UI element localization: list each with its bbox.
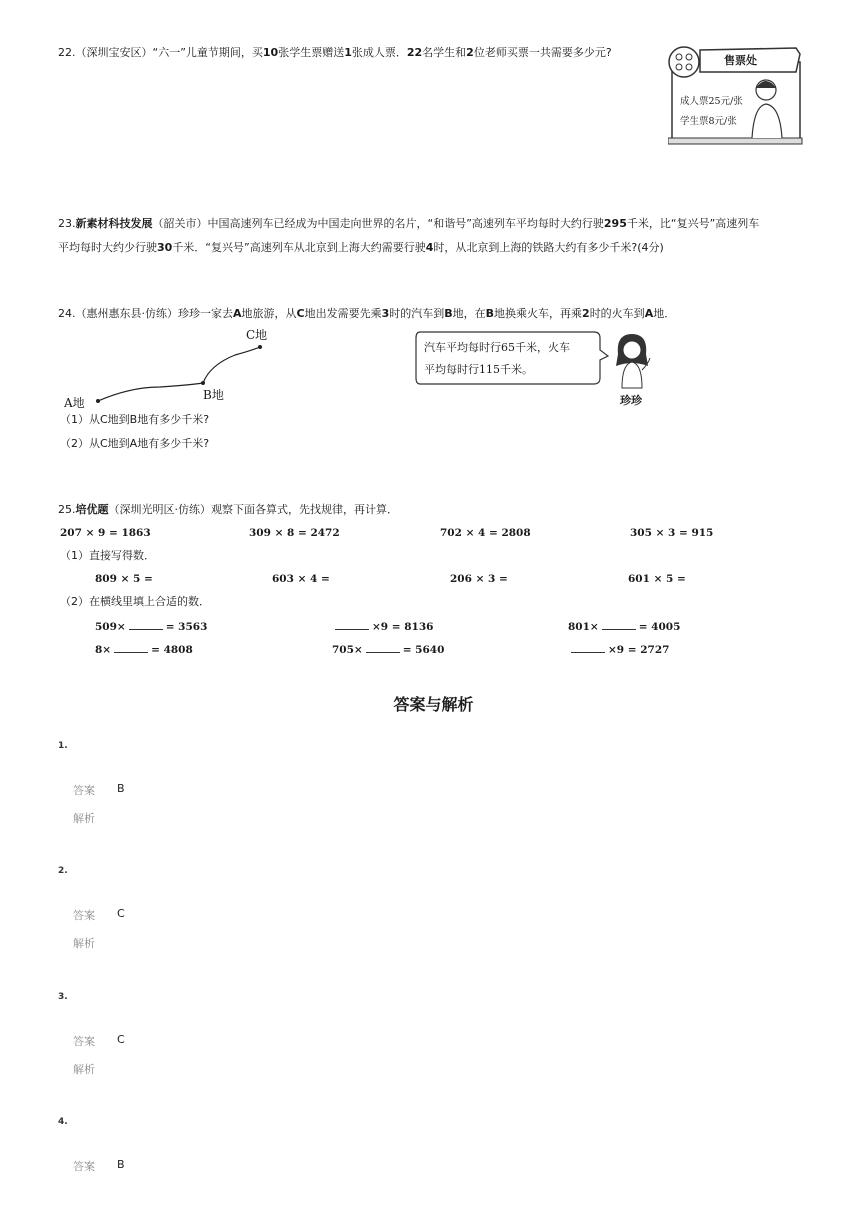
q22-prefix: 22.（深圳宝安区）“六一”儿童节期间，买 (58, 46, 263, 59)
analysis-label: 解析 (73, 812, 95, 825)
answer-blank[interactable] (335, 619, 369, 630)
q23-line1-n: 295 (603, 217, 627, 230)
q22-n2: 1 (344, 46, 352, 59)
q23-line2-n2: 4 (425, 241, 434, 254)
answer-blank[interactable] (114, 642, 148, 653)
q24-c: C (296, 307, 305, 320)
answer-label: 答案 (73, 1035, 95, 1048)
q24-t4: 地，在 (452, 307, 486, 320)
question-25-text (58, 500, 398, 520)
girl-illustration (610, 330, 654, 390)
fill-pre: 801× (568, 621, 599, 633)
direct-calc: 809 × 5 = (95, 573, 153, 585)
question-23-line1 (58, 214, 759, 234)
fill-post: = 5640 (402, 644, 445, 656)
q24-a2: A (644, 307, 654, 320)
answer-blank[interactable] (129, 619, 163, 630)
direct-calc: 206 × 3 = (450, 573, 508, 585)
fill-blank-r1c3 (568, 619, 680, 633)
answer-value: B (117, 1158, 125, 1171)
q22-t3: 名学生和 (422, 46, 467, 59)
answer-item-number: 1. (58, 741, 68, 751)
q23-line1-a: （韶关市）中国高速列车已经成为中国走向世界的名片，“和谐号”高速列车平均每时大约行驶 (152, 217, 604, 230)
direct-calc: 601 × 5 = (628, 573, 686, 585)
q22-n4: 2 (466, 46, 474, 59)
q25-tag: 培优题 (75, 503, 109, 516)
answer-label: 答案 (73, 909, 95, 922)
q24-prefix: 24.（惠州惠东县·仿练）珍珍一家去 (58, 307, 233, 320)
q24-b2: B (485, 307, 495, 320)
q23-line1-b: 千米，比“复兴号”高速列车 (626, 217, 760, 230)
fill-blank-r2c2 (332, 642, 444, 656)
answer-item-number: 4. (58, 1117, 68, 1127)
bubble-line-2: 平均每时行115千米。 (424, 363, 533, 376)
q22-t1: 张学生票赠送 (278, 46, 345, 59)
q22-t2: 张成人票． (351, 46, 407, 59)
q25-subquestion-2: （2）在横线里填上合适的数． (60, 595, 210, 608)
map-label-a: A地 (64, 396, 85, 410)
fill-pre: 705× (332, 644, 363, 656)
fill-blank-r1c1 (95, 619, 207, 633)
q23-line2-a: 平均每时大约少行驶 (58, 241, 157, 254)
q25-number: 25. (58, 503, 76, 516)
answer-value: B (117, 782, 125, 795)
fill-post: ×9 = 2727 (608, 644, 670, 656)
answer-blank[interactable] (571, 642, 605, 653)
q22-t4: 位老师买票一共需要多少元? (473, 46, 612, 59)
q25-subquestion-1: （1）直接写得数． (60, 549, 155, 562)
fill-post: ×9 = 8136 (372, 621, 434, 633)
answers-section-title: 答案与解析 (393, 695, 474, 714)
q23-line2-b: 千米．“复兴号”高速列车从北京到上海大约需要行驶 (172, 241, 426, 254)
q24-t6: 时的火车到 (589, 307, 645, 320)
fill-blank-r2c3 (568, 642, 669, 656)
bubble-line-1: 汽车平均每时行65千米，火车 (424, 341, 570, 354)
student-ticket-price: 学生票8元/张 (680, 116, 737, 127)
q23-number: 23. (58, 217, 76, 230)
map-label-c: C地 (246, 328, 268, 342)
question-23-line2 (58, 238, 664, 258)
q23-tag: 新素材科技发展 (75, 217, 153, 230)
q24-subquestion-2: （2）从C地到A地有多少千米? (60, 437, 210, 450)
fill-post: = 4808 (151, 644, 193, 656)
answer-item-number: 2. (58, 866, 68, 876)
example-equation: 309 × 8 = 2472 (249, 527, 340, 539)
fill-pre: 8× (95, 644, 112, 656)
answer-value: C (117, 1033, 125, 1046)
answer-label: 答案 (73, 784, 95, 797)
q24-t7: 地． (653, 307, 676, 320)
fill-blank-r2c1 (95, 642, 193, 656)
map-label-b: B地 (203, 388, 224, 402)
fill-post: = 3563 (165, 621, 208, 633)
analysis-label: 解析 (73, 1063, 95, 1076)
q22-n1: 10 (262, 46, 279, 59)
q24-t5: 地换乘火车，再乘 (494, 307, 583, 320)
answer-value: C (117, 907, 125, 920)
q22-n3: 22 (406, 46, 423, 59)
answer-blank[interactable] (366, 642, 400, 653)
answer-item-number: 3. (58, 992, 68, 1002)
girl-name-label: 珍珍 (620, 394, 642, 407)
q24-t2: 地出发需要先乘 (304, 307, 382, 320)
booth-sign: 售票处 (724, 54, 757, 67)
question-22-text (58, 43, 612, 63)
adult-ticket-price: 成人票25元/张 (680, 96, 743, 107)
q24-a: A (233, 307, 242, 320)
q23-line2-c: 时，从北京到上海的铁路大约有多少千米?(4分) (433, 241, 664, 254)
fill-post: = 4005 (638, 621, 681, 633)
q25-intro: （深圳光明区·仿练）观察下面各算式，先找规律，再计算． (108, 503, 398, 516)
q24-n1: 3 (381, 307, 390, 320)
q23-line2-n1: 30 (157, 241, 173, 254)
q24-t3: 时的汽车到 (389, 307, 445, 320)
example-equation: 207 × 9 = 1863 (60, 527, 151, 539)
analysis-label: 解析 (73, 937, 95, 950)
fill-pre: 509× (95, 621, 126, 633)
answer-label: 答案 (73, 1160, 95, 1173)
example-equation: 702 × 4 = 2808 (440, 527, 531, 539)
q24-b: B (444, 307, 453, 320)
direct-calc: 603 × 4 = (272, 573, 330, 585)
q24-n2: 2 (582, 307, 590, 320)
q24-subquestion-1: （1）从C地到B地有多少千米? (60, 413, 210, 426)
example-equation: 305 × 3 = 915 (630, 527, 714, 539)
answer-blank[interactable] (602, 619, 636, 630)
fill-blank-r1c2 (332, 619, 433, 633)
question-24-text (58, 304, 675, 324)
q24-t1: 地旅游，从 (241, 307, 297, 320)
